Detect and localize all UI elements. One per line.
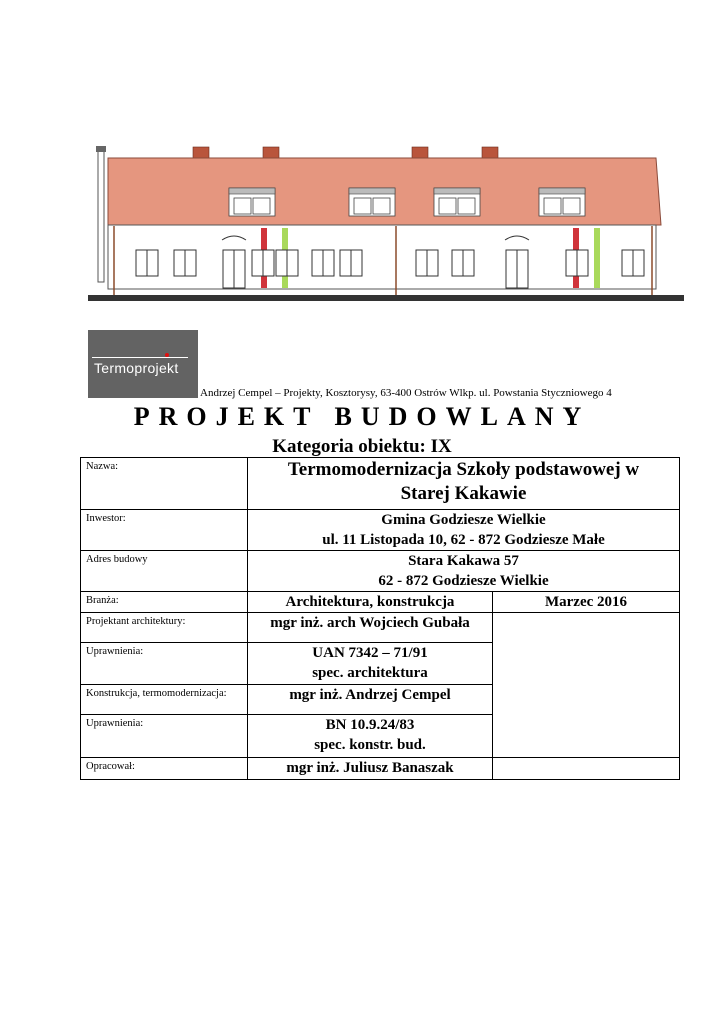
date-value: Marzec 2016: [493, 592, 680, 613]
company-line: Andrzej Cempel – Projekty, Kosztorysy, 63-400 Ostrów Wlkp. ul. Powstania Styczniowego 4: [200, 387, 612, 399]
nazwa-value: [248, 458, 680, 510]
table-row: [81, 551, 680, 592]
document-title: PROJEKT BUDOWLANY: [133, 402, 591, 431]
inwestor-label: Inwestor:: [81, 510, 248, 551]
signature-cell: [493, 613, 680, 758]
table-row: [81, 458, 680, 510]
uprawnienia1-line1: UAN 7342 – 71/91: [312, 645, 428, 661]
branza-label: Branża:: [81, 592, 248, 613]
building-elevation-drawing: [86, 140, 686, 310]
logo-text: Termoprojekt: [94, 360, 179, 376]
table-row: [81, 613, 680, 643]
object-category: Kategoria obiektu: IX: [272, 436, 452, 457]
uprawnienia1-label: Uprawnienia:: [81, 643, 248, 685]
company-logo: [88, 330, 198, 398]
logo-dot-icon: [165, 353, 169, 357]
projektant-label: Projektant architektury:: [81, 613, 248, 643]
table-row: [81, 510, 680, 551]
branza-value: Architektura, konstrukcja: [248, 592, 493, 613]
nazwa-line1: Termomodernizacja Szkoły podstawowej w: [287, 459, 640, 480]
adres-line2: 62 - 872 Godziesze Wielkie: [378, 573, 549, 589]
empty-cell: [493, 758, 680, 780]
table-row: [81, 758, 680, 780]
inwestor-line1: Gmina Godziesze Wielkie: [381, 512, 546, 528]
projektant-value: mgr inż. arch Wojciech Gubała: [248, 613, 493, 643]
inwestor-value: [248, 510, 680, 551]
logo-divider: [92, 357, 188, 358]
adres-value: [248, 551, 680, 592]
uprawnienia2-value: [248, 715, 493, 758]
table-row: [81, 592, 680, 613]
nazwa-label: Nazwa:: [81, 458, 248, 510]
uprawnienia2-label: Uprawnienia:: [81, 715, 248, 758]
konstrukcja-label: Konstrukcja, termomodernizacja:: [81, 685, 248, 715]
uprawnienia1-line2: spec. architektura: [312, 665, 428, 681]
adres-line1: Stara Kakawa 57: [408, 553, 519, 569]
opracowal-value: mgr inż. Juliusz Banaszak: [248, 758, 493, 780]
inwestor-line2: ul. 11 Listopada 10, 62 - 872 Godziesze Małe: [322, 532, 605, 548]
uprawnienia2-line1: BN 10.9.24/83: [325, 717, 415, 733]
adres-label: Adres budowy: [81, 551, 248, 592]
nazwa-line2: Starej Kakawie: [400, 483, 527, 504]
uprawnienia2-line2: spec. konstr. bud.: [314, 737, 426, 753]
opracowal-label: Opracował:: [81, 758, 248, 780]
uprawnienia1-value: [248, 643, 493, 685]
project-info-table: [80, 457, 680, 780]
konstrukcja-value: mgr inż. Andrzej Cempel: [248, 685, 493, 715]
